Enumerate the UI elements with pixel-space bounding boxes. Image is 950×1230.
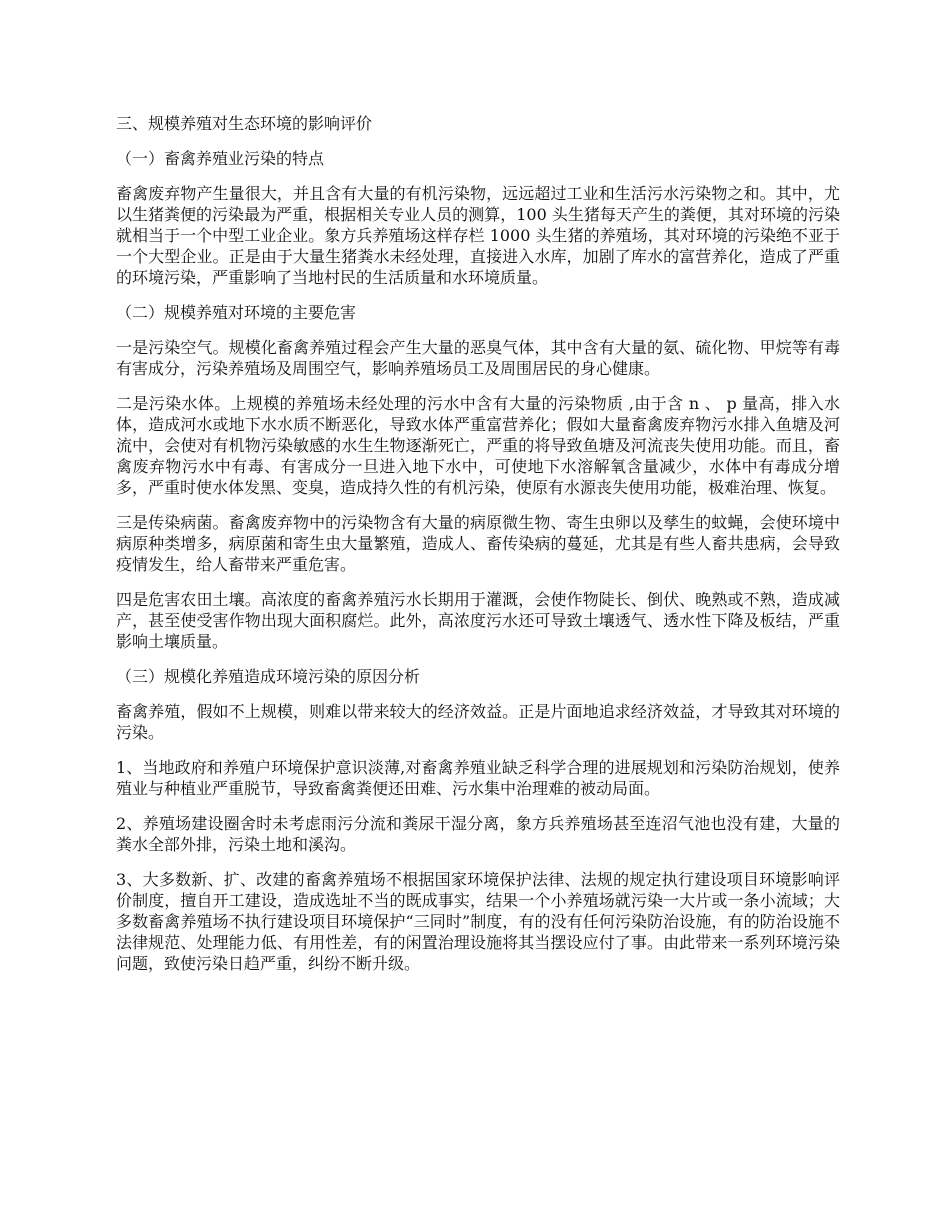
paragraph-cause-2: 2、养殖场建设圈舍时未考虑雨污分流和粪尿干湿分离，象方兵养殖场甚至连沼气池也没有建，大量的粪水全部外排，污染土地和溪沟。: [116, 814, 840, 854]
paragraph-cause-1: 1、当地政府和养殖户环境保护意识淡薄,对畜禽养殖业缺乏科学合理的进展规划和污染防治规划，使养殖业与种植业严重脱节，导致畜禽粪便还田难、污水集中治理难的被动局面。: [116, 758, 840, 798]
subsection-title-2: （二）规模养殖对环境的主要危害: [116, 303, 357, 322]
document-page: [116, 113, 840, 988]
subsection-title-1: （一）畜禽养殖业污染的特点: [116, 149, 325, 168]
paragraph-cause-3: 3、大多数新、扩、改建的畜禽养殖场不根据国家环境保护法律、法规的规定执行建设项目环境影响评价制度，擅自开工建设，造成选址不当的既成事实，结果一个小养殖场就污染一大片或一条小流域；大多数畜禽养殖场不执行建设项目环境保护“三同时”制度，有的没有任何污染防治设施，有的防治设施不法律规范、处理能力低、有用性差，有的闲置治理设施将其当摆设应付了事。由此带来一系列环境污染问题，致使污染日趋严重，纠纷不断升级。: [116, 870, 840, 973]
section-title: 三、规模养殖对生态环境的影响评价: [116, 114, 373, 133]
paragraph-air-pollution: 一是污染空气。规模化畜禽养殖过程会产生大量的恶臭气体，其中含有大量的氨、硫化物、甲烷等有毒有害成分，污染养殖场及周围空气，影响养殖场员工及周围居民的身心健康。: [116, 338, 840, 378]
paragraph-water-pollution: 二是污染水体。上规模的养殖场未经处理的污水中含有大量的污染物质 ,由于含 n 、 p 量高，排入水体，造成河水或地下水水质不断恶化，导致水体严重富营养化；假如大量畜禽废弃物污水排入鱼塘及河流中，会使对有机物污染敏感的水生生物逐渐死亡，严重的将导致鱼塘及河流丧失使用功能。而且，畜禽废弃物污水中有毒、有害成分一旦进入地下水中，可使地下水溶解氧含量减少，水体中有毒成分增多，严重时使水体发黑、变臭，造成持久性的有机污染，使原有水源丧失使用功能，极难治理、恢复。: [116, 394, 840, 497]
paragraph-pollution-characteristics: 畜禽废弃物产生量很大，并且含有大量的有机污染物，远远超过工业和生活污水污染物之和。其中，尤以生猪粪便的污染最为严重，根据相关专业人员的测算，100 头生猪每天产生的粪便，其对环境的污染就相当于一个中型工业企业。象方兵养殖场这样存栏 1000 头生猪的养殖场，其对环境的污染绝不亚于一个大型企业。正是由于大量生猪粪水未经处理，直接进入水库，加剧了库水的富营养化，造成了严重的环境污染，严重影响了当地村民的生活质量和水环境质量。: [116, 184, 840, 287]
paragraph-cause-intro: 畜禽养殖，假如不上规模，则难以带来较大的经济效益。正是片面地追求经济效益，才导致其对环境的污染。: [116, 702, 840, 742]
subsection-title-3: （三）规模化养殖造成环境污染的原因分析: [116, 667, 421, 686]
paragraph-pathogens: 三是传染病菌。畜禽废弃物中的污染物含有大量的病原微生物、寄生虫卵以及孳生的蚊蝇，会使环境中病原种类增多，病原菌和寄生虫大量繁殖，造成人、畜传染病的蔓延，尤其是有些人畜共患病，会导致疫情发生，给人畜带来严重危害。: [116, 513, 840, 574]
paragraph-soil-damage: 四是危害农田土壤。高浓度的畜禽养殖污水长期用于灌溉，会使作物陡长、倒伏、晚熟或不熟，造成减产，甚至使受害作物出现大面积腐烂。此外，高浓度污水还可导致土壤透气、透水性下降及板结，严重影响土壤质量。: [116, 590, 840, 651]
